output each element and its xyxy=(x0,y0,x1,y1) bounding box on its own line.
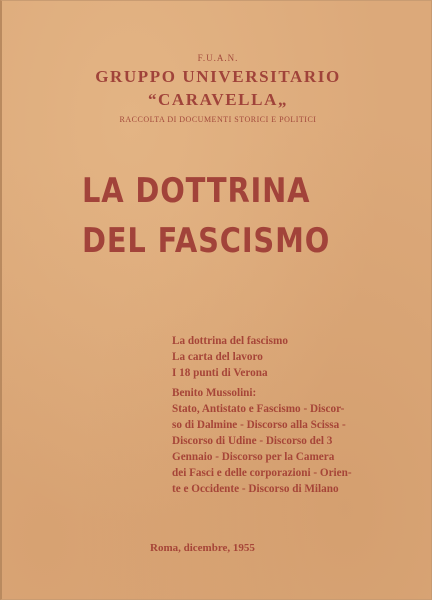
publication-place-date: Roma, dicembre, 1955 xyxy=(150,542,255,554)
speeches-line: Discorso di Udine - Discorso del 3 xyxy=(172,435,333,447)
contents-item: La carta del lavoro xyxy=(172,351,263,363)
speeches-line: Stato, Antistato e Fascismo - Discor- xyxy=(172,403,345,415)
collection-subtitle: RACCOLTA DI DOCUMENTI STORICI E POLITICI xyxy=(119,115,317,124)
org-name-line2: “CARAVELLA„ xyxy=(147,90,289,109)
book-title-line2: DEL FASCISMO xyxy=(82,221,331,261)
book-title-line1: LA DOTTRINA xyxy=(82,171,311,211)
contents-author: Benito Mussolini: xyxy=(172,387,257,399)
speeches-line: te e Occidente - Discorso di Milano xyxy=(172,483,339,495)
contents-item: La dottrina del fascismo xyxy=(172,335,288,347)
contents-list xyxy=(172,333,382,497)
contents-item: I 18 punti di Verona xyxy=(172,367,268,379)
org-name-line1: GRUPPO UNIVERSITARIO xyxy=(95,67,341,86)
speeches-line: Gennaio - Discorso per la Camera xyxy=(172,451,335,463)
speeches-line: dei Fasci e delle corporazioni - Orien- xyxy=(172,467,352,479)
speeches-line: so di Dalmine - Discorso alla Scissa - xyxy=(172,419,346,431)
org-acronym: F.U.A.N. xyxy=(197,53,239,63)
